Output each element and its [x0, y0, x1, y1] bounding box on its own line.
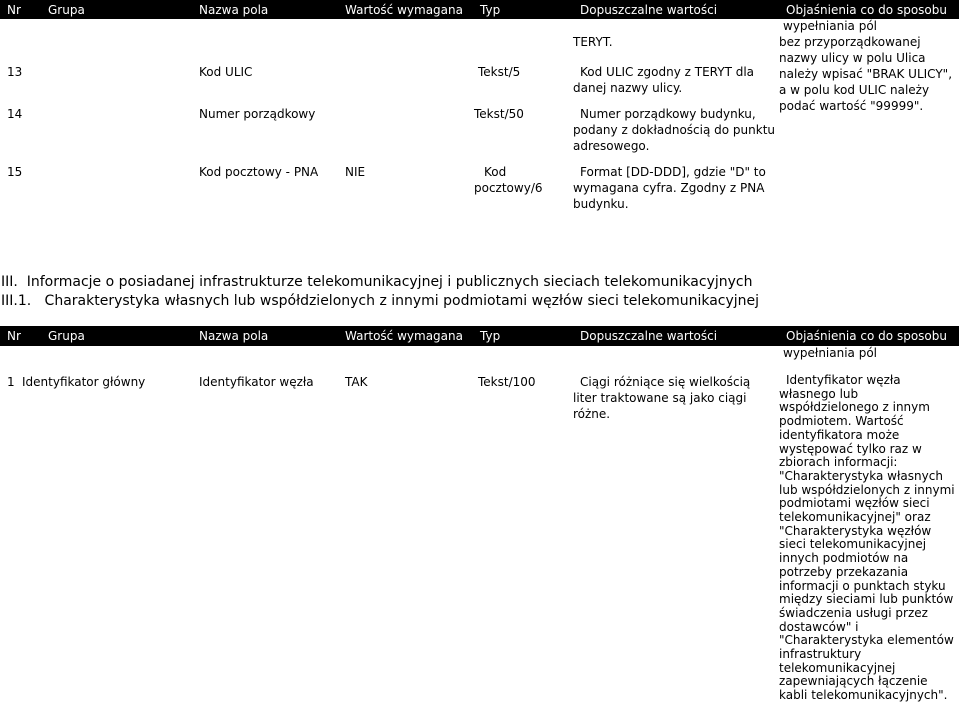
- header-explain: Objaśnienia co do sposobu: [786, 3, 947, 17]
- explain-line: "Charakterystyka własnych: [779, 468, 943, 483]
- row-allowed: adresowego.: [573, 139, 650, 153]
- explain-line: innych podmiotów na: [779, 551, 909, 566]
- row-allowed: różne.: [573, 407, 611, 421]
- explain-line: informacji o punktach styku: [779, 578, 946, 593]
- header-allowed: Dopuszczalne wartości: [580, 329, 718, 343]
- header-group: Grupa: [48, 3, 85, 17]
- explain-line: nazwy ulicy w polu Ulica: [779, 51, 926, 65]
- row-allowed: Numer porządkowy budynku,: [580, 107, 756, 121]
- explain-line: infrastruktury: [779, 647, 862, 661]
- explain-line: dostawców" i: [779, 619, 859, 634]
- top-table-header: [0, 0, 959, 19]
- row-allowed: Kod ULIC zgodny z TERYT dla: [580, 65, 755, 79]
- explain-line: zbiorach informacji:: [779, 455, 898, 470]
- explain-line: występować tylko raz w: [779, 441, 922, 456]
- row-allowed: podany z dokładnością do punktu: [573, 123, 776, 137]
- row-type: pocztowy/6: [474, 181, 543, 195]
- explain-line: współdzielonego z innym: [779, 400, 930, 415]
- explain-line: podać wartość "99999".: [779, 99, 924, 113]
- explain-line: bez przyporządkowanej: [779, 35, 921, 49]
- header-nr: Nr: [7, 3, 21, 17]
- explain-line: świadczenia usługi przez: [779, 605, 928, 620]
- header-explain-line2: wypełniania pól: [783, 346, 878, 360]
- explain-line: między sieciami lub punktów: [779, 592, 954, 607]
- explain-line: należy wpisać "BRAK ULICY",: [779, 67, 953, 81]
- row-field-name: Identyfikator węzła: [199, 375, 314, 389]
- row-type: Kod: [484, 165, 507, 179]
- section-heading: III. Informacje o posiadanej infrastrukturze telekomunikacyjnej i publicznych sieciach telekomunikacyjnych: [1, 274, 753, 290]
- row-allowed: danej nazwy ulicy.: [573, 81, 683, 95]
- row-allowed: budynku.: [573, 197, 629, 211]
- header-type: Typ: [480, 3, 501, 17]
- row-allowed: wymagana cyfra. Zgodny z PNA: [573, 181, 765, 195]
- explain-line: podmiotem. Wartość: [779, 414, 904, 429]
- bottom-table-header: [0, 326, 959, 346]
- row-field-name: Kod pocztowy - PNA: [199, 165, 319, 179]
- row-type: Tekst/5: [478, 65, 521, 79]
- header-group: Grupa: [48, 329, 85, 343]
- row-nr: 13: [7, 65, 23, 79]
- explain-line: "Charakterystyka węzłów: [779, 523, 932, 538]
- header-required: Wartość wymagana: [345, 3, 463, 17]
- row-allowed: liter traktowane są jako ciągi: [573, 391, 747, 405]
- header-nr: Nr: [7, 329, 21, 343]
- explain-line: kabli telekomunikacyjnych".: [779, 688, 948, 703]
- subsection-heading: III.1. Charakterystyka własnych lub współdzielonych z innymi podmiotami węzłów sieci telekomunikacyjnej: [1, 293, 760, 309]
- header-allowed: Dopuszczalne wartości: [580, 3, 718, 17]
- header-type: Typ: [480, 329, 501, 343]
- header-required: Wartość wymagana: [345, 329, 463, 343]
- row-nr: 14: [7, 107, 23, 121]
- carry-allowed: TERYT.: [573, 35, 613, 49]
- row-field-name: Kod ULIC: [199, 65, 253, 79]
- row-type: Tekst/100: [478, 375, 536, 389]
- explain-line: telekomunikacyjnej: [779, 660, 896, 675]
- explain-line: lub współdzielonych z innymi: [779, 482, 955, 497]
- explain-line: sieci telekomunikacyjnej: [779, 537, 927, 552]
- row-type: Tekst/50: [474, 107, 524, 121]
- row-nr: 1: [7, 375, 15, 389]
- row-allowed: Format [DD-DDD], gdzie "D" to: [580, 165, 766, 179]
- row-allowed: Ciągi różniące się wielkością: [580, 375, 751, 389]
- row-required: NIE: [345, 165, 366, 179]
- explain-line: telekomunikacyjnej" oraz: [779, 510, 931, 524]
- header-explain-line2: wypełniania pól: [783, 19, 878, 33]
- explain-line: "Charakterystyka elementów: [779, 633, 954, 648]
- explain-line: zapewniających łączenie: [779, 674, 928, 689]
- explain-line: podmiotami węzłów sieci: [779, 496, 930, 511]
- row-required: TAK: [345, 375, 368, 389]
- row-field-name: Numer porządkowy: [199, 107, 316, 121]
- header-explain: Objaśnienia co do sposobu: [786, 329, 947, 343]
- explain-line: Identyfikator węzła: [786, 373, 901, 387]
- row-group: Identyfikator główny: [22, 375, 146, 389]
- row-nr: 15: [7, 165, 23, 179]
- explain-line: własnego lub: [779, 386, 859, 401]
- explain-line: potrzeby przekazania: [779, 564, 909, 579]
- header-field-name: Nazwa pola: [199, 329, 269, 343]
- explain-line: a w polu kod ULIC należy: [779, 83, 930, 97]
- header-field-name: Nazwa pola: [199, 3, 269, 17]
- explain-line: identyfikatora może: [779, 427, 900, 442]
